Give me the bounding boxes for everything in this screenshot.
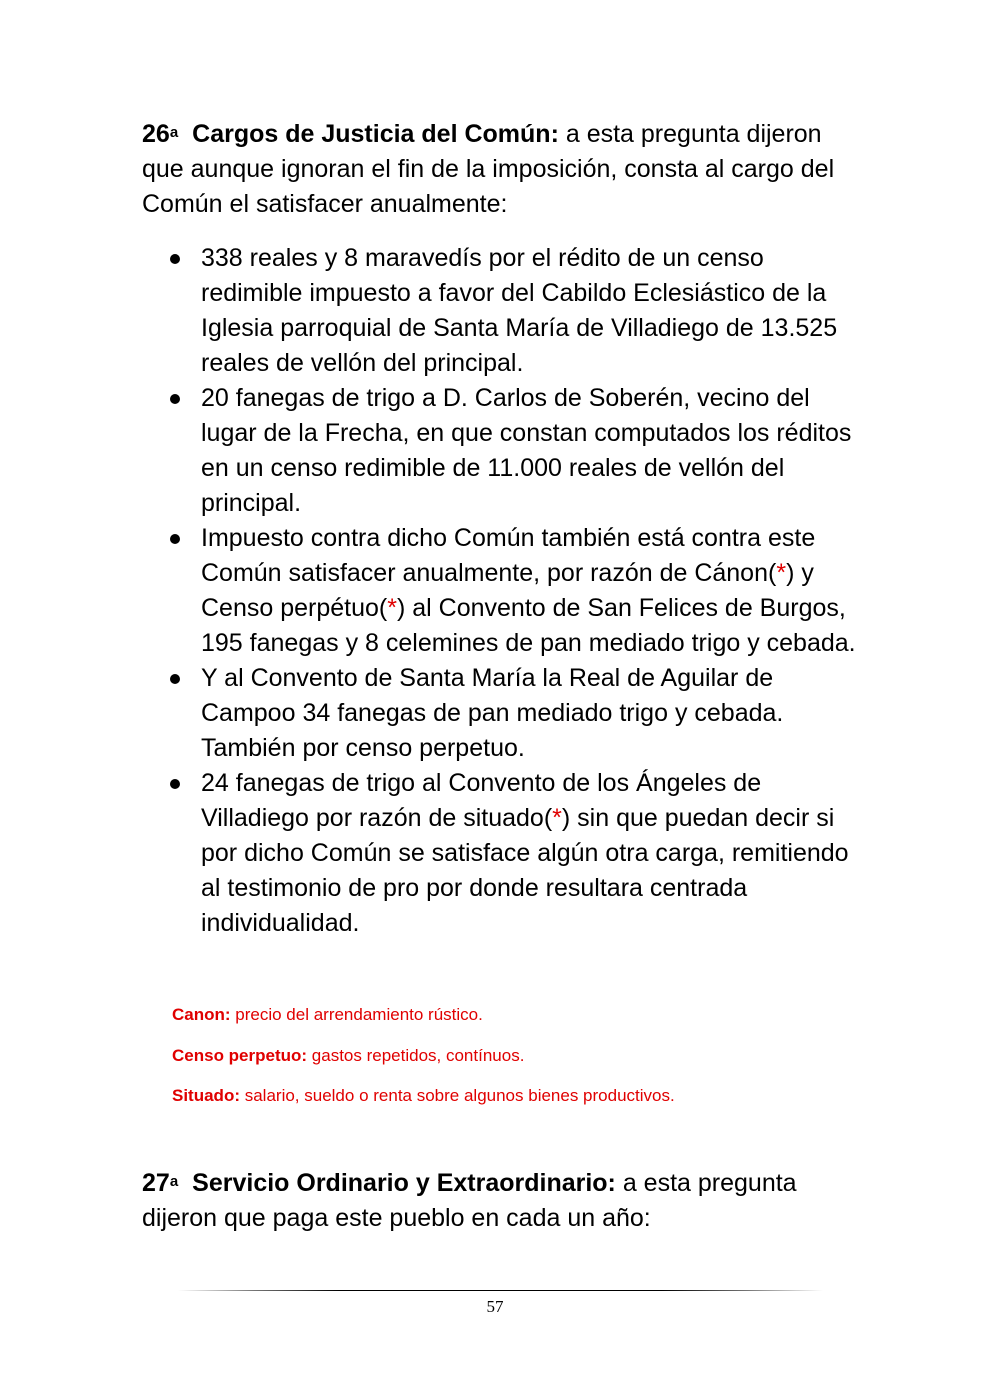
bullet-icon: [170, 534, 180, 544]
section-26-heading: Cargos de Justicia del Común:: [192, 120, 559, 148]
list-item: 338 reales y 8 maravedís por el rédito de un censo redimible impuesto a favor del Cabildo Eclesiástico de la Iglesia parroquial de Santa María de Villadiego de 13.525 reales de vellón del principal.: [170, 241, 860, 381]
bullet-icon: [170, 779, 180, 789]
charges-list: [170, 241, 860, 941]
list-item: 20 fanegas de trigo a D. Carlos de Soberén, vecino del lugar de la Frecha, en que constan computados los réditos en un censo redimible de 11.000 reales de vellón del principal.: [170, 381, 860, 521]
bullet-icon: [170, 394, 180, 404]
footnote-asterisk: *: [552, 804, 562, 832]
footer-divider: [178, 1290, 823, 1291]
glossary-note-censo-perpetuo: Censo perpetuo: gastos repetidos, contínuos.: [172, 1046, 525, 1065]
section-27-number: 27$^a$: [142, 1169, 179, 1197]
page-number: 57: [486, 1297, 504, 1316]
list-item: Impuesto contra dicho Común también está contra este Común satisfacer anualmente, por razón de Cánon(*) y Censo perpétuo(*) al Convento de San Felices de Burgos, 195 fanegas y 8 celemines de pan mediado trigo y cebada.: [170, 521, 860, 661]
footnote-asterisk: *: [387, 594, 397, 622]
section-27-paragraph: [142, 1166, 862, 1236]
glossary-note-canon: Canon: precio del arrendamiento rústico.: [172, 1005, 483, 1024]
section-26-paragraph: [142, 117, 862, 222]
bullet-icon: [170, 674, 180, 684]
footnote-asterisk: *: [776, 559, 787, 587]
list-item: Y al Convento de Santa María la Real de Aguilar de Campoo 34 fanegas de pan mediado trigo y cebada. También por censo perpetuo.: [170, 661, 860, 766]
bullet-icon: [170, 254, 180, 264]
section-27-heading: Servicio Ordinario y Extraordinario:: [192, 1169, 616, 1197]
glossary-note-situado: Situado: salario, sueldo o renta sobre algunos bienes productivos.: [172, 1086, 675, 1105]
section-27-intro: a esta pregunta dijeron que paga este pueblo en cada un año:: [142, 1169, 797, 1232]
section-26-number: 26$^a$: [142, 120, 179, 148]
section-26-intro: a esta pregunta dijeron que aunque ignoran el fin de la imposición, consta al cargo del Común el satisfacer anualmente:: [142, 120, 835, 218]
list-item: 24 fanegas de trigo al Convento de los Ángeles de Villadiego por razón de situado(*) sin que puedan decir si por dicho Común se satisface algún otra carga, remitiendo al testimonio de pro por donde resultara centrada individualidad.: [170, 766, 860, 941]
